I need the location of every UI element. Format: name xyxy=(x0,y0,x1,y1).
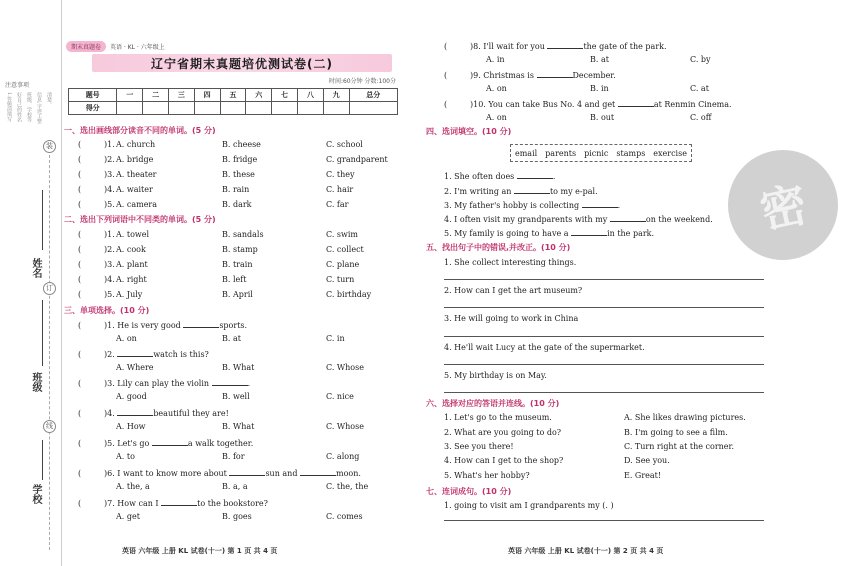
name-field[interactable] xyxy=(42,190,43,250)
answer-blank[interactable] xyxy=(161,498,197,506)
school-label: 学校 xyxy=(30,484,41,504)
option-c[interactable]: C. grandparent xyxy=(326,155,388,164)
match-answer[interactable]: D. See you. xyxy=(624,456,670,465)
binding-ring-icon: 装 xyxy=(43,140,56,153)
score-header-cell: 五 xyxy=(220,89,246,102)
question-row: ( )1. xyxy=(78,140,115,149)
option-a[interactable]: A. theater xyxy=(116,170,157,179)
page-footer: 英语 六年级 上册 KL 试卷(十一) 第 1 页 共 4 页 xyxy=(122,547,278,555)
option-b[interactable]: B. rain xyxy=(222,185,250,194)
match-answer[interactable]: A. She likes drawing pictures. xyxy=(624,413,746,422)
answer-blank[interactable] xyxy=(582,200,618,208)
page-1 xyxy=(62,0,400,566)
match-question[interactable]: 1. Let's go to the museum. xyxy=(444,413,552,422)
page-title: 辽宁省期末真题培优测试卷(二) xyxy=(151,56,333,71)
option-b[interactable]: B. fridge xyxy=(222,155,258,164)
class-field[interactable] xyxy=(42,300,43,366)
answer-line[interactable] xyxy=(444,307,764,308)
option-c[interactable]: C. birthday xyxy=(326,290,372,299)
option-b[interactable]: B. sandals xyxy=(222,230,264,239)
score-row xyxy=(69,102,398,115)
score-cell[interactable] xyxy=(220,102,246,115)
question-row: ( )3. Lily can play the violin . xyxy=(78,379,251,388)
score-header-cell: 三 xyxy=(168,89,194,102)
class-label: 班级 xyxy=(30,372,41,392)
score-cell[interactable] xyxy=(143,102,169,115)
answer-blank[interactable] xyxy=(517,171,553,179)
match-answer[interactable]: E. Great! xyxy=(624,471,662,480)
option-b[interactable]: B. What xyxy=(222,363,255,372)
exam-type-badge: 期末真题卷 xyxy=(66,41,106,52)
question-row: ( )3. xyxy=(78,170,115,179)
question-row: ( )5. xyxy=(78,290,115,299)
notice-line: 好自己的姓名 xyxy=(16,92,22,122)
option-c[interactable]: C. Whose xyxy=(326,363,364,372)
question-row: ( )6. I want to know more about sun and moon. xyxy=(78,469,361,478)
option-a[interactable]: A. on xyxy=(486,113,507,122)
match-question[interactable]: 2. What are you going to do? xyxy=(444,428,562,437)
question-row: ( )1. xyxy=(78,230,115,239)
option-c[interactable]: C. the, the xyxy=(326,482,369,491)
name-label: 姓名 xyxy=(30,258,41,278)
option-a[interactable]: A. cook xyxy=(116,245,146,254)
score-cell[interactable] xyxy=(297,102,323,115)
option-c[interactable]: C. in xyxy=(326,334,345,343)
score-header-row xyxy=(69,89,398,102)
error-sentence: 1. She collect interesting things. xyxy=(444,258,577,267)
option-c[interactable]: C. Whose xyxy=(326,422,364,431)
notice-title: 注意事项 xyxy=(5,82,30,89)
question-row: ( )10. You can take Bus No. 4 and get at Renmin Cinema. xyxy=(444,100,732,109)
option-c[interactable]: C. plane xyxy=(326,260,360,269)
option-c[interactable]: C. swim xyxy=(326,230,359,239)
option-b[interactable]: B. at xyxy=(222,334,241,343)
section-4-title: 四、选词填空。(10 分) xyxy=(426,127,512,136)
score-header-cell: 四 xyxy=(194,89,220,102)
notice-line: 1.答题前填写 xyxy=(6,92,12,122)
time-score-note: 时间:60分钟 分数:100分 xyxy=(328,78,396,85)
option-a[interactable]: A. waiter xyxy=(116,185,153,194)
answer-line[interactable] xyxy=(444,336,764,337)
option-a[interactable]: A. in xyxy=(486,55,505,64)
answer-line[interactable] xyxy=(444,520,764,521)
score-cell[interactable] xyxy=(194,102,220,115)
option-a[interactable]: A. on xyxy=(486,84,507,93)
option-b[interactable]: B. What xyxy=(222,422,255,431)
question-row: ( )2. xyxy=(78,245,115,254)
score-header-cell: 八 xyxy=(297,89,323,102)
score-cell[interactable] xyxy=(117,102,143,115)
option-c[interactable]: C. school xyxy=(326,140,363,149)
section-3-title: 三、单项选择。(10 分) xyxy=(64,306,150,315)
match-question[interactable]: 4. How can I get to the shop? xyxy=(444,456,564,465)
answer-line[interactable] xyxy=(444,279,764,280)
option-a[interactable]: A. to xyxy=(116,452,135,461)
answer-blank[interactable] xyxy=(152,438,188,446)
answer-blank[interactable] xyxy=(229,468,265,476)
section-5-title: 五、找出句子中的错误,并改正。(10 分) xyxy=(426,243,571,252)
option-a[interactable]: A. good xyxy=(116,392,147,401)
option-b[interactable]: B. these xyxy=(222,170,255,179)
error-sentence: 3. He will going to work in China xyxy=(444,314,579,323)
answer-line[interactable] xyxy=(444,364,764,365)
option-b[interactable]: B. out xyxy=(590,113,615,122)
word-bank-item: stamps xyxy=(616,148,646,158)
section-6-title: 六、选择对应的答语并连线。(10 分) xyxy=(426,399,560,408)
notice-text xyxy=(6,92,53,124)
answer-blank[interactable] xyxy=(514,186,550,194)
answer-blank[interactable] xyxy=(537,70,573,78)
notice-line: 清楚。 xyxy=(46,92,52,107)
answer-blank[interactable] xyxy=(212,378,248,386)
question-row: ( )8. I'll wait for you the gate of the park. xyxy=(444,42,667,51)
score-header-cell: 七 xyxy=(272,89,298,102)
question-row: ( )2. xyxy=(78,155,115,164)
option-c[interactable]: C. comes xyxy=(326,512,363,521)
cut-line xyxy=(49,150,50,550)
option-a[interactable]: A. plant xyxy=(116,260,148,269)
option-a[interactable]: A. July xyxy=(116,290,143,299)
score-cell[interactable] xyxy=(168,102,194,115)
score-cell[interactable] xyxy=(246,102,272,115)
question-row: ( )7. How can I to the bookstore? xyxy=(78,499,268,508)
binding-ring-icon: 线 xyxy=(43,420,56,433)
word-bank xyxy=(510,144,692,162)
score-header-cell: 九 xyxy=(323,89,349,102)
title-banner xyxy=(92,54,392,72)
error-sentence: 4. He'll wait Lucy at the gate of the supermarket. xyxy=(444,343,645,352)
notice-line: 信息,字迹工整 xyxy=(36,92,42,124)
option-b[interactable]: B. for xyxy=(222,452,245,461)
subject-label: 英语 · KL · 六年级上 xyxy=(110,43,165,51)
fill-blank-row: 3. My father's hobby is collecting . xyxy=(444,201,621,210)
page-2 xyxy=(418,0,812,566)
fill-blank-row: 2. I'm writing an to my e-pal. xyxy=(444,187,598,196)
option-c[interactable]: C. along xyxy=(326,452,360,461)
option-c[interactable]: C. far xyxy=(326,200,349,209)
score-header-cell: 题号 xyxy=(69,89,117,102)
match-answer[interactable]: C. Turn right at the corner. xyxy=(624,442,735,451)
match-question[interactable]: 3. See you there! xyxy=(444,442,514,451)
score-cell[interactable] xyxy=(323,102,349,115)
option-b[interactable]: B. left xyxy=(222,275,247,284)
option-c[interactable]: C. hair xyxy=(326,185,354,194)
option-c[interactable]: C. at xyxy=(690,84,709,93)
word-bank-item: parents xyxy=(545,148,577,158)
answer-blank[interactable] xyxy=(618,99,654,107)
option-c[interactable]: C. by xyxy=(690,55,711,64)
option-a[interactable]: A. get xyxy=(116,512,140,521)
option-c[interactable]: C. they xyxy=(326,170,355,179)
score-header-cell: 一 xyxy=(117,89,143,102)
option-c[interactable]: C. nice xyxy=(326,392,354,401)
option-b[interactable]: B. April xyxy=(222,290,253,299)
option-b[interactable]: B. goes xyxy=(222,512,252,521)
option-a[interactable]: A. the, a xyxy=(116,482,150,491)
question-row: ( )5. Let's go a walk together. xyxy=(78,439,254,448)
error-sentence: 2. How can I get the art museum? xyxy=(444,286,583,295)
section-2-title: 二、选出下列词语中不同类的单词。(5 分) xyxy=(64,215,216,224)
question-row: ( )4. xyxy=(78,275,115,284)
option-b[interactable]: B. in xyxy=(590,84,609,93)
word-bank-item: exercise xyxy=(653,148,687,158)
match-question[interactable]: 5. What's her hobby? xyxy=(444,471,530,480)
match-answer[interactable]: B. I'm going to see a film. xyxy=(624,428,728,437)
question-row: ( )4. beautiful they are! xyxy=(78,409,229,418)
option-b[interactable]: B. at xyxy=(590,55,609,64)
notice-line: 班级、学校等 xyxy=(26,92,32,122)
fill-blank-row: 4. I often visit my grandparents with my on the weekend. xyxy=(444,215,713,224)
score-table xyxy=(68,88,398,115)
question-row: ( )9. Christmas is December. xyxy=(444,71,616,80)
option-b[interactable]: B. cheese xyxy=(222,140,261,149)
answer-blank[interactable] xyxy=(183,320,219,328)
question-row: ( )1. He is very good sports. xyxy=(78,321,248,330)
option-a[interactable]: A. on xyxy=(116,334,137,343)
page-footer: 英语 六年级 上册 KL 试卷(十一) 第 2 页 共 4 页 xyxy=(508,547,664,555)
fill-blank-row: 5. My family is going to have a in the park. xyxy=(444,229,655,238)
option-a[interactable]: A. How xyxy=(116,422,146,431)
question-row: ( )4. xyxy=(78,185,115,194)
section-1-title: 一、选出画线部分读音不同的单词。(5 分) xyxy=(64,126,216,135)
option-b[interactable]: B. a, a xyxy=(222,482,248,491)
answer-blank[interactable] xyxy=(117,349,153,357)
score-header-cell: 二 xyxy=(143,89,169,102)
answer-blank[interactable] xyxy=(610,214,646,222)
option-a[interactable]: A. church xyxy=(116,140,156,149)
binding-strip xyxy=(0,0,62,566)
fill-blank-row: 1. She often does . xyxy=(444,172,556,181)
word-bank-item: email xyxy=(514,148,538,158)
word-order-question: 1. going to visit am I grandparents my (. ) xyxy=(444,501,614,510)
option-c[interactable]: C. collect xyxy=(326,245,364,254)
option-b[interactable]: B. train xyxy=(222,260,253,269)
option-c[interactable]: C. turn xyxy=(326,275,355,284)
score-row-label: 得分 xyxy=(69,102,117,115)
option-b[interactable]: B. well xyxy=(222,392,250,401)
word-bank-item: picnic xyxy=(584,148,609,158)
option-a[interactable]: A. right xyxy=(116,275,147,284)
option-b[interactable]: B. stamp xyxy=(222,245,258,254)
question-row: ( )2. watch is this? xyxy=(78,350,209,359)
binding-ring-icon: 订 xyxy=(43,282,56,295)
question-row: ( )3. xyxy=(78,260,115,269)
score-cell[interactable] xyxy=(349,102,397,115)
header-tags xyxy=(66,40,165,52)
answer-blank[interactable] xyxy=(571,228,607,236)
answer-blank[interactable] xyxy=(547,41,583,49)
option-a[interactable]: A. Where xyxy=(116,363,154,372)
answer-line[interactable] xyxy=(444,392,764,393)
question-row: ( )5. xyxy=(78,200,115,209)
option-a[interactable]: A. bridge xyxy=(116,155,154,164)
score-header-cell: 六 xyxy=(246,89,272,102)
answer-blank[interactable] xyxy=(300,468,336,476)
school-field[interactable] xyxy=(42,440,43,480)
section-7-title: 七、连词成句。(10 分) xyxy=(426,487,512,496)
score-cell[interactable] xyxy=(272,102,298,115)
score-header-cell: 总分 xyxy=(349,89,397,102)
option-c[interactable]: C. off xyxy=(690,113,712,122)
answer-blank[interactable] xyxy=(117,408,153,416)
option-b[interactable]: B. dark xyxy=(222,200,252,209)
option-a[interactable]: A. camera xyxy=(116,200,158,209)
error-sentence: 5. My birthday is on May. xyxy=(444,371,547,380)
seal-stamp-icon: 密 xyxy=(718,140,848,270)
option-a[interactable]: A. towel xyxy=(116,230,150,239)
